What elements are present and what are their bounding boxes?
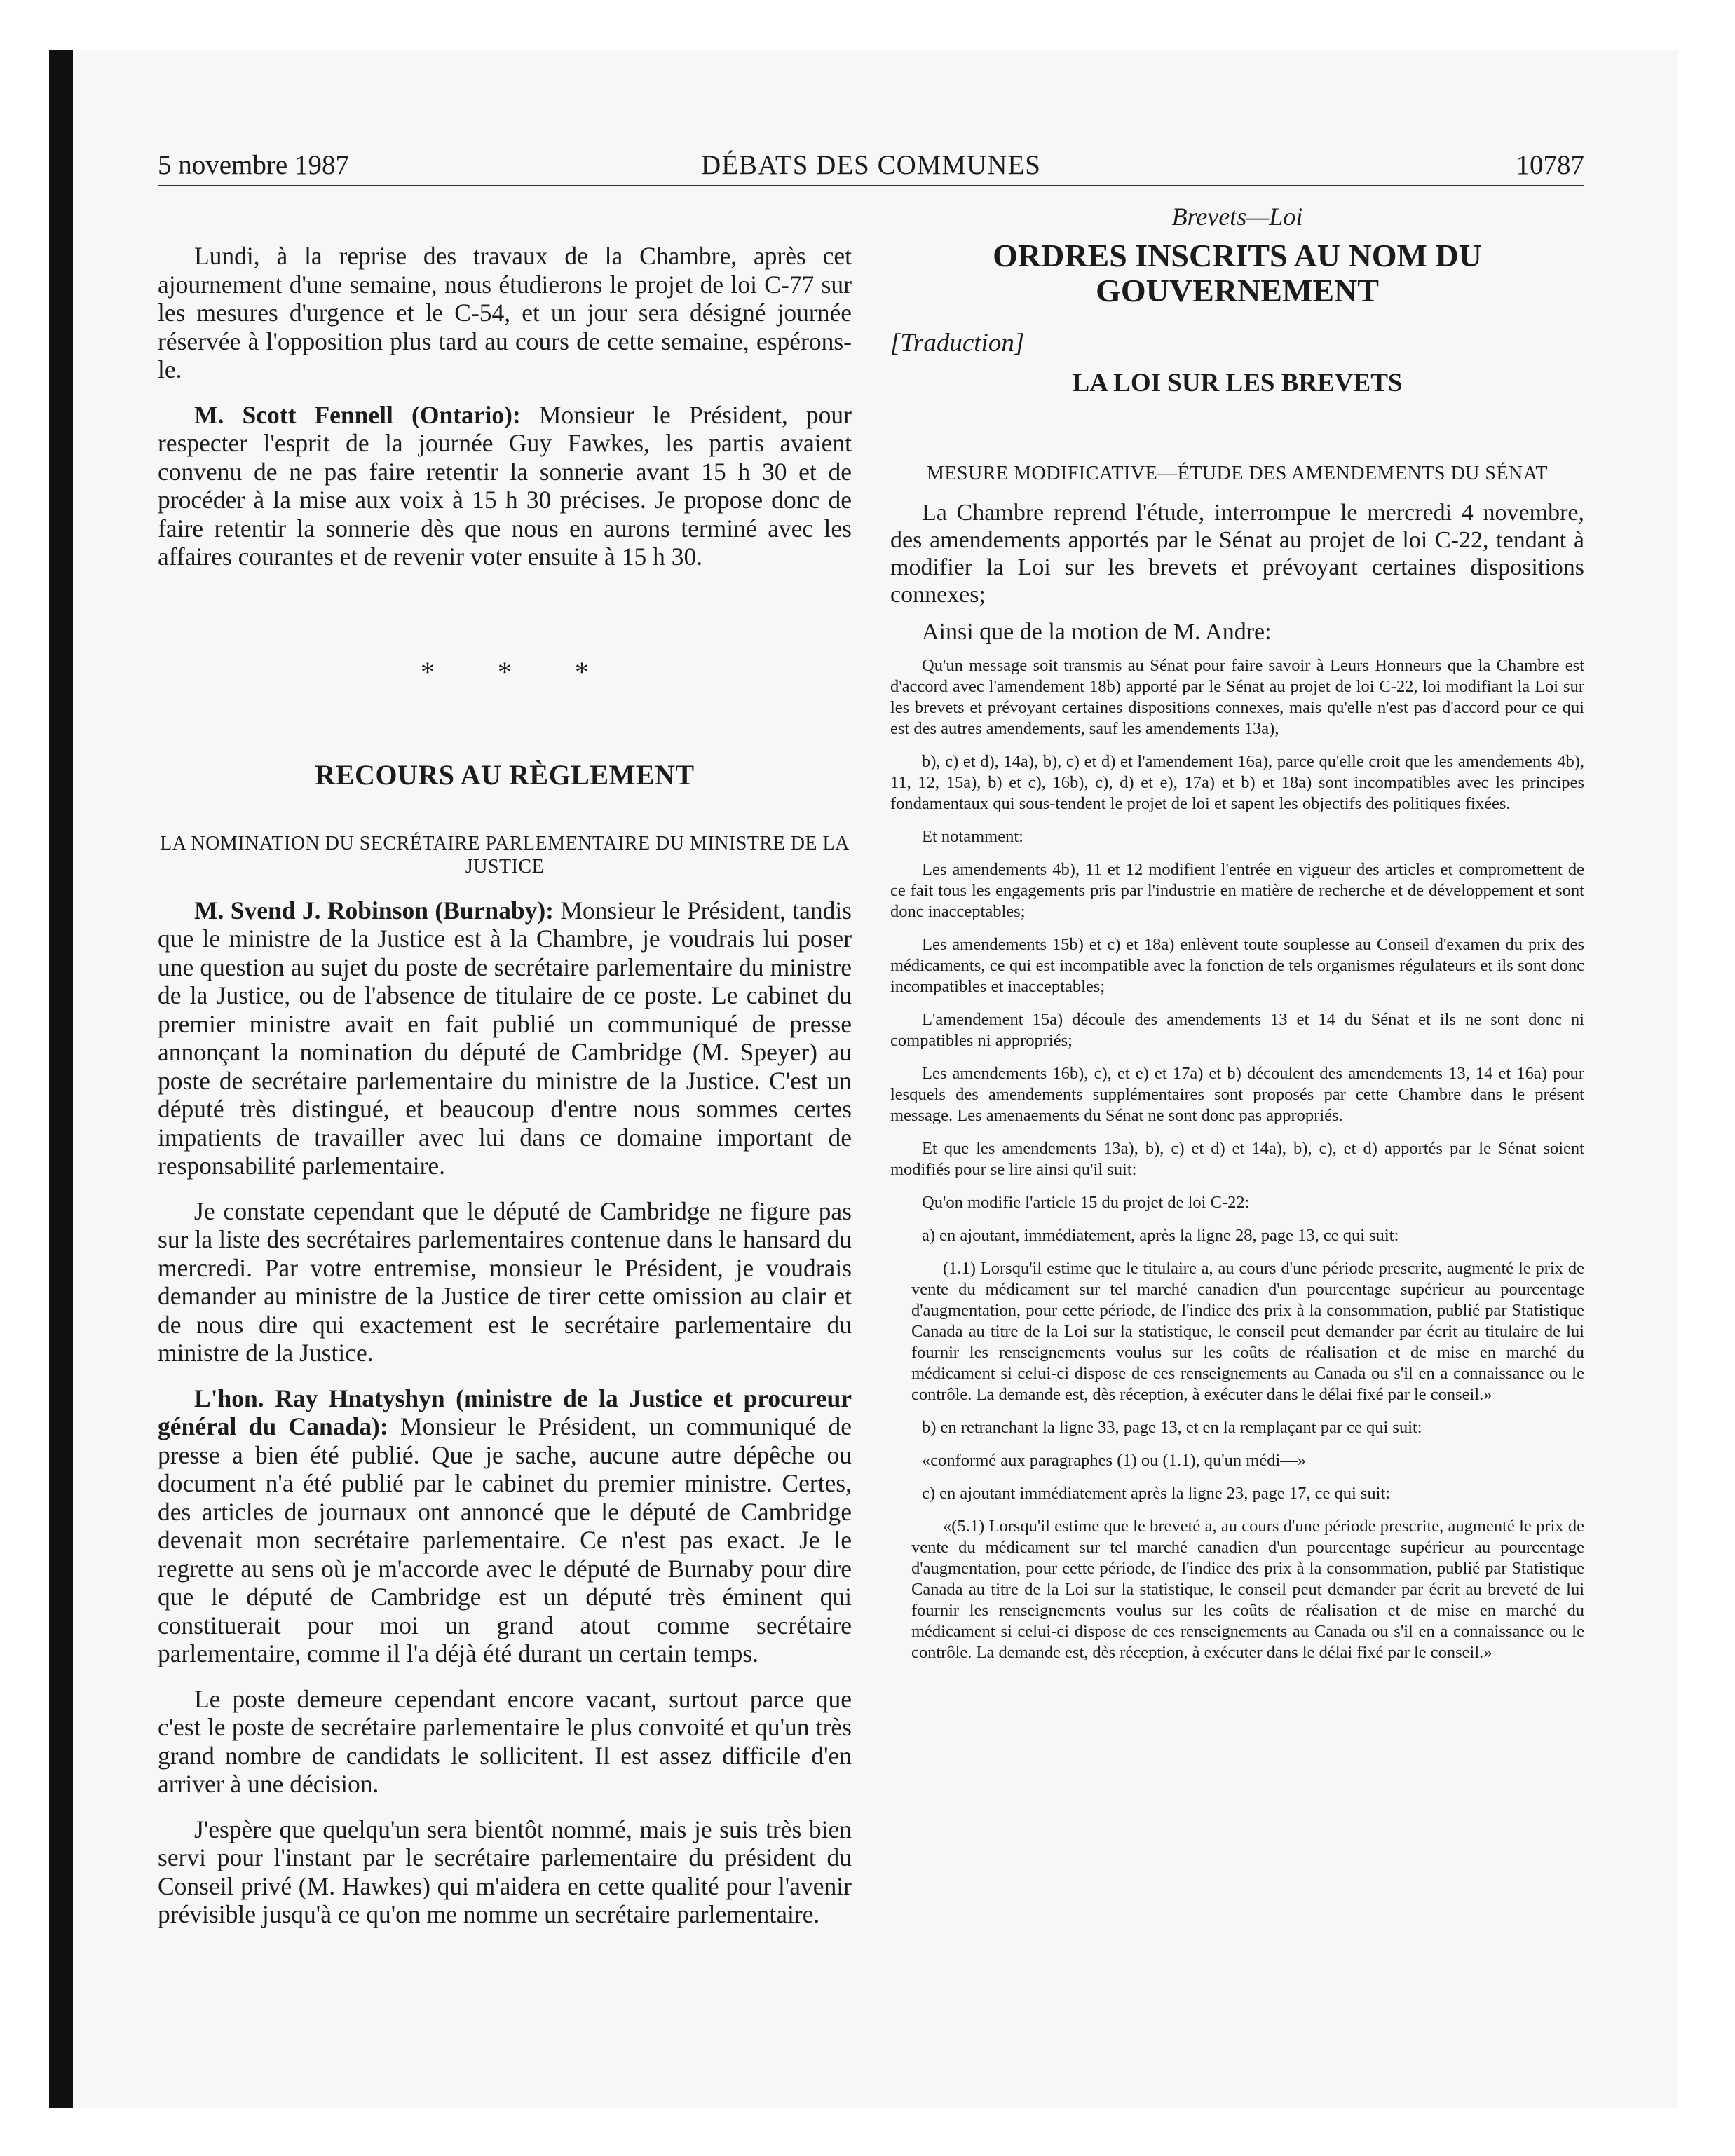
motion-text: c) en ajoutant immédiatement après la ligne 23, page 17, ce qui suit:	[922, 1484, 1391, 1503]
speaker-name: L'hon. Ray Hnatyshyn (ministre de la Justice et procureur général du Canada):	[158, 1384, 852, 1440]
motion-text: Et que les amendements 13a), b), c) et d) et 14a), b), c), et d) apportés par le Sénat soient modifiés pour se lire ainsi qu'il suit:	[890, 1139, 1584, 1179]
paragraph: Je constate cependant que le député de Cambridge ne figure pas sur la liste des secrétaires parlementaires contenue dans le hansard du mercredi. Par votre entremise, monsieur le Président, je voudrais demander au ministre de la Justice de tirer cette omission au clair et de nous dire qui exactement est le secrétaire parlementaire du ministre de la Justice.	[158, 1196, 852, 1367]
speech-text: Monsieur le Président, tandis que le ministre de la Justice est à la Chambre, je voudrais lui poser une question au sujet du poste de secrétaire parlementaire du ministre de la Justice, ou de l'absence de titulaire de ce poste. Le cabinet du premier ministre avait en fait publié un communiqué de presse annonçant la nomination du député de Cambridge (M. Speyer) au poste de secrétaire parlementaire du ministre de la Justice. C'est un député très distingué, et beaucoup d'entre nous sommes certes impatients de travailler avec lui dans ce domaine important de responsabilité parlementaire.	[158, 896, 852, 1180]
motion-quote: «(5.1) Lorsqu'il estime que le breveté a, au cours d'une période prescrite, augmenté le prix de vente du médicament sur tel marché canadien d'un pourcentage supérieur au pourcentage d'augmentation, pour cette période, de l'indice des prix à la consommation, publié par Statistique Canada au titre de la Loi sur la statistique, le conseil peut demander par écrit au breveté de lui fournir les renseignements voulus sur les coûts de réalisation et de mise en marché du médicament si celui-ci dispose de ces renseignements au Canada ou s'il en a connaissance ou le contrôle. La demande est, dès réception, à exécuter dans le délai fixé par le conseil.»	[911, 1517, 1584, 1662]
speech-hnatyshyn	[158, 1384, 852, 1668]
motion-quote: (1.1) Lorsqu'il estime que le titulaire a, au cours d'une période prescrite, augmenté le prix de vente du médicament sur tel marché canadien d'un pourcentage supérieur au pourcentage d'augmentation, pour cette période, de l'indice des prix à la consommation, publié par Statistique Canada au titre de la Loi sur la statistique, le conseil peut demander par écrit au titulaire de lui fournir les renseignements voulus sur les coûts de réalisation et de mise en marché du médicament si celui-ci dispose de ces renseignements au Canada ou s'il en a connaissance ou le contrôle. La demande est, dès réception, à exécuter dans le délai fixé par le conseil.»	[911, 1259, 1584, 1404]
motion-text: Et notamment:	[922, 827, 1023, 846]
translation-note: [Traduction]	[890, 329, 1025, 357]
motion-text: Qu'on modifie l'article 15 du projet de loi C-22:	[922, 1193, 1250, 1212]
motion-text: Les amendements 4b), 11 et 12 modifient l'entrée en vigueur des articles et compromettent de ce fait tous les engagements pris par l'industrie en matière de recherche et de développement et sont donc inacceptables;	[890, 860, 1584, 921]
header-title: DÉBATS DES COMMUNES	[701, 150, 1041, 180]
section-separator: * * *	[421, 655, 617, 688]
orders-heading: ORDRES INSCRITS AU NOM DU GOUVERNEMENT	[993, 238, 1482, 308]
section-subheading: LA NOMINATION DU SECRÉTAIRE PARLEMENTAIRE DU MINISTRE DE LA JUSTICE	[160, 832, 850, 878]
motion-text: b), c) et d), 14a), b), c) et d) et l'amendement 16a), parce qu'elle croit que les amendements 4b), 11, 12, 15a), b) et c), 16b), c), d) et e), 17a) et b) et 18a) sont incompatibles avec les principes fondamentaux qui sous-tendent le projet de loi et sapent les objectifs des politiques fixées.	[890, 752, 1584, 813]
speaker-name: M. Svend J. Robinson (Burnaby):	[194, 896, 554, 925]
motion-text: «conformé aux paragraphes (1) ou (1.1), qu'un médi—»	[922, 1451, 1307, 1470]
speaker-name: M. Scott Fennell (Ontario):	[194, 400, 521, 429]
paragraph: La Chambre reprend l'étude, interrompue le mercredi 4 novembre, des amendements apportés par le Sénat au projet de loi C-22, tendant à modifier la Loi sur les brevets et prévoyant certaines dispositions connexes;	[890, 500, 1584, 608]
motion-text: Qu'un message soit transmis au Sénat pour faire savoir à Leurs Honneurs que la Chambre est d'accord avec l'amendement 18b) apporté par le Sénat au projet de loi C-22, loi modifiant la Loi sur les brevets et prévoyant certaines dispositions connexes, mais qu'elle n'est pas d'accord pour ce qui est des autres amendements, sauf les amendements 13a),	[890, 656, 1584, 738]
motion-text: L'amendement 15a) découle des amendements 13 et 14 du Sénat et ils ne sont donc ni compatibles ni appropriés;	[890, 1010, 1584, 1050]
speech-text: Monsieur le Président, un communiqué de presse a bien été publié. Que je sache, aucune autre dépêche ou document n'a été publié par le cabinet du premier ministre. Certes, des articles de journaux ont annoncé que le député de Cambridge devenait mon secrétaire parlementaire. Ce n'est pas exact. Je le regrette au sens où je m'accorde avec le député de Burnaby pour dire que le député de Cambridge est un député très éminent qui constituerait pour moi un grand atout comme secrétaire parlementaire, comme il l'a déjà été durant un certain temps.	[158, 1412, 852, 1667]
paragraph: Le poste demeure cependant encore vacant, surtout parce que c'est le poste de secrétaire parlementaire le plus convoité et qu'un très grand nombre de candidats le sollicitent. Il est assez difficile d'en arriver à une décision.	[158, 1684, 852, 1798]
page-header	[158, 150, 1584, 186]
speech-fennell	[158, 401, 852, 571]
speech-robinson	[158, 896, 852, 1180]
motion-text: Les amendements 16b), c), et e) et 17a) et b) découlent des amendements 13, 14 et 16a) pour lesquels des amendements supplémentaires sont proposés par cette Chambre dans le présent message. Les amenaements du Sénat ne sont donc pas appropriés.	[890, 1064, 1584, 1125]
paragraph: Ainsi que de la motion de M. Andre:	[922, 619, 1272, 645]
scan-edge	[49, 50, 73, 2108]
measure-subheading: MESURE MODIFICATIVE—ÉTUDE DES AMENDEMENTS DU SÉNAT	[927, 463, 1548, 484]
paragraph: J'espère que quelqu'un sera bientôt nommé, mais je suis très bien servi pour l'instant par le secrétaire parlementaire du président du Conseil privé (M. Hawkes) qui m'aidera en cette qualité pour l'avenir prévisible jusqu'à ce qu'on me nomme un secrétaire parlementaire.	[158, 1815, 852, 1928]
law-title: LA LOI SUR LES BREVETS	[1072, 369, 1403, 397]
section-heading: RECOURS AU RÈGLEMENT	[315, 758, 695, 791]
motion-text: a) en ajoutant, immédiatement, après la ligne 28, page 13, ce qui suit:	[922, 1226, 1399, 1245]
page-number: 10787	[1516, 150, 1584, 180]
motion-text: Les amendements 15b) et c) et 18a) enlèvent toute souplesse au Conseil d'examen du prix des médicaments, ce qui est incompatible avec la fonction de tels organismes régulateurs et ils sont donc incompatibles et inacceptables;	[890, 935, 1584, 996]
right-column	[890, 202, 1584, 1675]
running-head: Brevets—Loi	[1171, 203, 1303, 231]
paragraph: Lundi, à la reprise des travaux de la Chambre, après cet ajournement d'une semaine, nous étudierons le projet de loi C-77 sur les mesures d'urgence et le C-54, et un jour sera désigné journée réservée à l'opposition plus tard au cours de cette semaine, espérons-le.	[158, 242, 852, 383]
left-column	[158, 242, 852, 1946]
header-date: 5 novembre 1987	[158, 150, 349, 180]
motion-text: b) en retranchant la ligne 33, page 13, et en la remplaçant par ce qui suit:	[922, 1418, 1422, 1437]
speech-text: Monsieur le Président, pour respecter l'esprit de la journée Guy Fawkes, les partis avaient convenu de ne pas faire retentir la sonnerie avant 15 h 30 et de procéder à la mise aux voix à 15 h 30 précises. Je propose donc de faire retentir la sonnerie dès que nous en aurons terminé avec les affaires courantes et de revenir voter ensuite à 15 h 30.	[158, 400, 852, 571]
